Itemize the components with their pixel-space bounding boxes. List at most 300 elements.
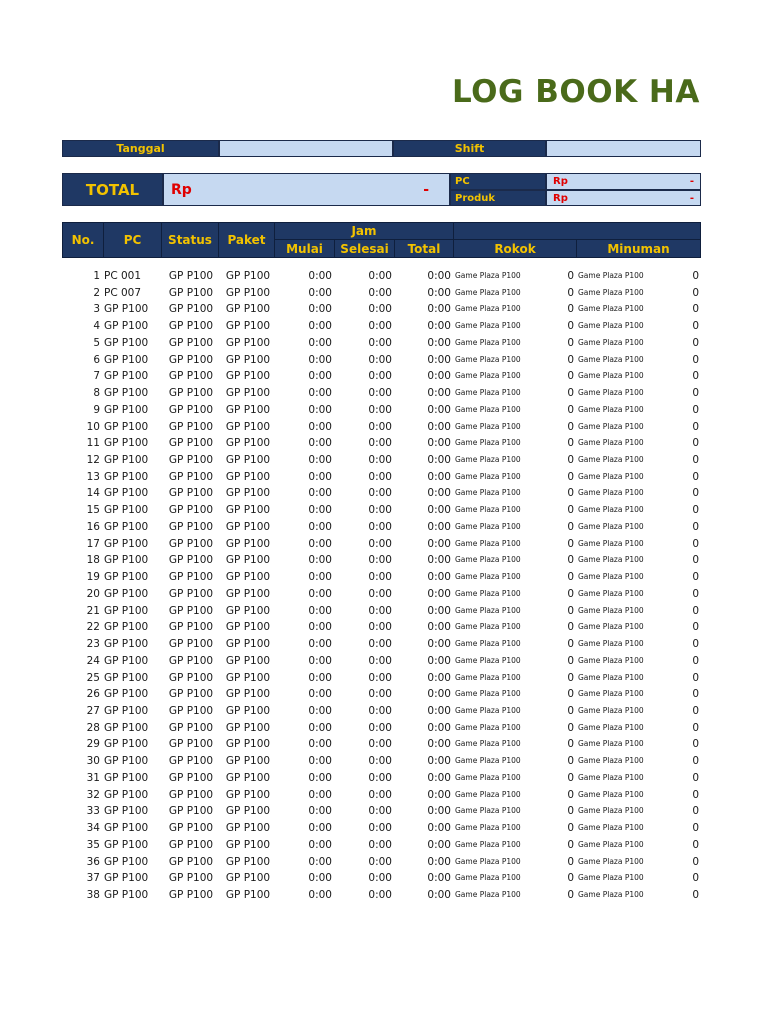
row-rokok: Game Plaza P100 <box>455 371 521 381</box>
row-paket: GP P100 <box>225 587 271 600</box>
row-rokok: Game Plaza P100 <box>455 639 521 649</box>
row-pc: GP P100 <box>104 420 149 433</box>
row-selesai: 0:00 <box>368 403 392 416</box>
row-status: GP P100 <box>168 270 214 282</box>
row-mulai: 0:00 <box>308 353 332 366</box>
row-minuman: Game Plaza P100 <box>578 404 644 414</box>
row-mulai: 0:00 <box>308 755 332 768</box>
page-title: LOG BOOK HA <box>452 74 700 110</box>
row-minuman: Game Plaza P100 <box>578 823 644 833</box>
row-rokok-qty: 0 <box>567 855 574 868</box>
shift-field[interactable] <box>546 140 701 157</box>
row-total: 0:00 <box>427 487 451 500</box>
table-row <box>62 285 702 301</box>
row-paket: GP P100 <box>225 771 271 784</box>
row-minuman-qty: 0 <box>692 788 699 801</box>
row-status: GP P100 <box>168 487 214 500</box>
row-no: 31 <box>86 771 100 784</box>
row-no: 8 <box>93 387 100 400</box>
table-row <box>62 485 702 501</box>
row-mulai: 0:00 <box>308 721 332 734</box>
row-pc: GP P100 <box>104 671 149 684</box>
table-row <box>62 854 702 870</box>
table-row <box>62 402 702 418</box>
row-mulai: 0:00 <box>308 554 332 567</box>
row-mulai: 0:00 <box>308 872 332 885</box>
table-row <box>62 820 702 836</box>
row-rokok: Game Plaza P100 <box>455 789 521 799</box>
row-pc: GP P100 <box>104 872 149 885</box>
produk-rp: Rp <box>553 192 568 204</box>
row-rokok: Game Plaza P100 <box>455 605 521 615</box>
total-label: TOTAL <box>62 173 163 206</box>
row-status: GP P100 <box>168 303 214 316</box>
row-total: 0:00 <box>427 520 451 533</box>
row-total: 0:00 <box>427 286 451 299</box>
row-minuman: Game Plaza P100 <box>578 890 644 899</box>
row-total: 0:00 <box>427 855 451 868</box>
row-rokok-qty: 0 <box>567 721 574 734</box>
row-paket: GP P100 <box>225 838 271 851</box>
row-status: GP P100 <box>168 771 214 784</box>
row-minuman-qty: 0 <box>692 721 699 734</box>
row-total: 0:00 <box>427 504 451 517</box>
row-paket: GP P100 <box>225 437 271 450</box>
table-row <box>62 636 702 652</box>
row-minuman-qty: 0 <box>692 738 699 751</box>
row-minuman-qty: 0 <box>692 370 699 383</box>
row-no: 20 <box>86 587 100 600</box>
row-mulai: 0:00 <box>308 336 332 349</box>
row-no: 35 <box>86 838 100 851</box>
row-rokok-qty: 0 <box>567 320 574 333</box>
row-rokok: Game Plaza P100 <box>455 823 521 833</box>
row-mulai: 0:00 <box>308 537 332 550</box>
row-minuman-qty: 0 <box>692 638 699 651</box>
row-minuman-qty: 0 <box>692 403 699 416</box>
row-no: 22 <box>86 621 100 634</box>
row-pc: GP P100 <box>104 621 149 634</box>
row-paket: GP P100 <box>225 654 271 667</box>
row-paket: GP P100 <box>225 638 271 651</box>
row-paket: GP P100 <box>225 537 271 550</box>
row-total: 0:00 <box>427 571 451 584</box>
row-pc: GP P100 <box>104 520 149 533</box>
row-rokok: Game Plaza P100 <box>455 655 521 665</box>
table-header <box>62 222 701 258</box>
row-minuman: Game Plaza P100 <box>578 505 644 515</box>
row-total: 0:00 <box>427 654 451 667</box>
row-status: GP P100 <box>168 638 214 651</box>
row-paket: GP P100 <box>225 336 271 349</box>
row-minuman: Game Plaza P100 <box>578 622 644 632</box>
row-pc: GP P100 <box>104 487 149 500</box>
row-pc: GP P100 <box>104 771 149 784</box>
row-total: 0:00 <box>427 771 451 784</box>
row-minuman: Game Plaza P100 <box>578 438 644 448</box>
row-minuman-qty: 0 <box>692 420 699 433</box>
row-status: GP P100 <box>168 504 214 517</box>
row-minuman: Game Plaza P100 <box>578 806 644 816</box>
row-rokok: Game Plaza P100 <box>455 388 521 398</box>
row-mulai: 0:00 <box>308 889 332 901</box>
row-selesai: 0:00 <box>368 353 392 366</box>
row-status: GP P100 <box>168 654 214 667</box>
row-status: GP P100 <box>168 571 214 584</box>
row-selesai: 0:00 <box>368 889 392 901</box>
row-minuman-qty: 0 <box>692 504 699 517</box>
row-minuman-qty: 0 <box>692 336 699 349</box>
pc-rp: Rp <box>553 176 568 187</box>
row-minuman: Game Plaza P100 <box>578 521 644 531</box>
row-total: 0:00 <box>427 387 451 400</box>
row-rokok-qty: 0 <box>567 454 574 467</box>
row-paket: GP P100 <box>225 403 271 416</box>
row-mulai: 0:00 <box>308 838 332 851</box>
row-selesai: 0:00 <box>368 303 392 316</box>
table-row <box>62 736 702 752</box>
row-mulai: 0:00 <box>308 671 332 684</box>
row-total: 0:00 <box>427 587 451 600</box>
row-pc: GP P100 <box>104 855 149 868</box>
total-value-cell <box>163 173 450 206</box>
row-minuman-qty: 0 <box>692 537 699 550</box>
row-total: 0:00 <box>427 738 451 751</box>
pc-label: PC <box>450 173 546 190</box>
row-rokok: Game Plaza P100 <box>455 806 521 816</box>
row-rokok-qty: 0 <box>567 520 574 533</box>
row-minuman: Game Plaza P100 <box>578 455 644 465</box>
row-rokok-qty: 0 <box>567 654 574 667</box>
row-no: 14 <box>86 487 100 500</box>
row-status: GP P100 <box>168 889 214 901</box>
row-rokok: Game Plaza P100 <box>455 572 521 582</box>
row-pc: GP P100 <box>104 654 149 667</box>
pc-value-cell <box>546 173 701 190</box>
table-row <box>62 435 702 451</box>
row-mulai: 0:00 <box>308 504 332 517</box>
table-row <box>62 803 702 819</box>
row-total: 0:00 <box>427 320 451 333</box>
row-mulai: 0:00 <box>308 688 332 701</box>
row-status: GP P100 <box>168 470 214 483</box>
row-total: 0:00 <box>427 454 451 467</box>
table-row <box>62 837 702 853</box>
row-minuman: Game Plaza P100 <box>578 689 644 699</box>
row-rokok: Game Plaza P100 <box>455 856 521 866</box>
row-no: 7 <box>93 370 100 383</box>
row-selesai: 0:00 <box>368 604 392 617</box>
row-mulai: 0:00 <box>308 771 332 784</box>
row-rokok: Game Plaza P100 <box>455 672 521 682</box>
row-paket: GP P100 <box>225 721 271 734</box>
row-paket: GP P100 <box>225 286 271 299</box>
row-status: GP P100 <box>168 420 214 433</box>
row-minuman-qty: 0 <box>692 654 699 667</box>
row-no: 2 <box>93 286 100 299</box>
table-row <box>62 268 702 284</box>
row-rokok: Game Plaza P100 <box>455 421 521 431</box>
row-selesai: 0:00 <box>368 470 392 483</box>
header-jam: Jam <box>275 223 454 240</box>
row-selesai: 0:00 <box>368 738 392 751</box>
table-row <box>62 519 702 535</box>
row-minuman-qty: 0 <box>692 320 699 333</box>
row-minuman-qty: 0 <box>692 872 699 885</box>
row-rokok-qty: 0 <box>567 336 574 349</box>
row-pc: GP P100 <box>104 638 149 651</box>
row-rokok: Game Plaza P100 <box>455 588 521 598</box>
row-minuman-qty: 0 <box>692 571 699 584</box>
row-no: 11 <box>86 437 100 450</box>
row-status: GP P100 <box>168 671 214 684</box>
row-total: 0:00 <box>427 470 451 483</box>
row-rokok: Game Plaza P100 <box>455 404 521 414</box>
row-minuman-qty: 0 <box>692 621 699 634</box>
row-pc: GP P100 <box>104 755 149 768</box>
row-mulai: 0:00 <box>308 370 332 383</box>
row-status: GP P100 <box>168 788 214 801</box>
row-minuman: Game Plaza P100 <box>578 655 644 665</box>
row-paket: GP P100 <box>225 604 271 617</box>
row-rokok: Game Plaza P100 <box>455 705 521 715</box>
row-paket: GP P100 <box>225 788 271 801</box>
table-row <box>62 686 702 702</box>
shift-label: Shift <box>393 140 546 157</box>
row-paket: GP P100 <box>225 889 271 901</box>
row-rokok-qty: 0 <box>567 403 574 416</box>
row-mulai: 0:00 <box>308 822 332 835</box>
row-rokok-qty: 0 <box>567 604 574 617</box>
row-status: GP P100 <box>168 721 214 734</box>
row-status: GP P100 <box>168 437 214 450</box>
row-minuman: Game Plaza P100 <box>578 271 644 280</box>
row-pc: GP P100 <box>104 387 149 400</box>
row-minuman-qty: 0 <box>692 771 699 784</box>
row-rokok: Game Plaza P100 <box>455 890 521 899</box>
row-pc: GP P100 <box>104 838 149 851</box>
row-status: GP P100 <box>168 872 214 885</box>
row-paket: GP P100 <box>225 688 271 701</box>
row-mulai: 0:00 <box>308 286 332 299</box>
table-row <box>62 586 702 602</box>
row-minuman: Game Plaza P100 <box>578 739 644 749</box>
row-no: 19 <box>86 571 100 584</box>
row-pc: GP P100 <box>104 571 149 584</box>
table-row <box>62 770 702 786</box>
row-paket: GP P100 <box>225 353 271 366</box>
row-pc: GP P100 <box>104 788 149 801</box>
tanggal-field[interactable] <box>219 140 393 157</box>
row-status: GP P100 <box>168 336 214 349</box>
row-mulai: 0:00 <box>308 403 332 416</box>
table-row <box>62 318 702 334</box>
header-selesai: Selesai <box>335 240 395 257</box>
row-rokok-qty: 0 <box>567 738 574 751</box>
row-status: GP P100 <box>168 554 214 567</box>
row-pc: PC 001 <box>104 270 142 282</box>
row-selesai: 0:00 <box>368 671 392 684</box>
row-total: 0:00 <box>427 270 451 282</box>
row-minuman: Game Plaza P100 <box>578 856 644 866</box>
row-selesai: 0:00 <box>368 387 392 400</box>
row-rokok-qty: 0 <box>567 353 574 366</box>
row-no: 23 <box>86 638 100 651</box>
row-minuman: Game Plaza P100 <box>578 421 644 431</box>
header-produk-spacer <box>454 223 700 240</box>
row-status: GP P100 <box>168 454 214 467</box>
row-rokok-qty: 0 <box>567 270 574 282</box>
row-selesai: 0:00 <box>368 638 392 651</box>
row-no: 3 <box>93 303 100 316</box>
row-rokok: Game Plaza P100 <box>455 271 521 280</box>
row-paket: GP P100 <box>225 454 271 467</box>
row-pc: GP P100 <box>104 454 149 467</box>
row-pc: GP P100 <box>104 470 149 483</box>
row-selesai: 0:00 <box>368 855 392 868</box>
table-row <box>62 469 702 485</box>
row-no: 10 <box>86 420 100 433</box>
row-no: 32 <box>86 788 100 801</box>
row-pc: GP P100 <box>104 738 149 751</box>
row-pc: PC 007 <box>104 286 142 299</box>
row-no: 37 <box>86 872 100 885</box>
row-paket: GP P100 <box>225 320 271 333</box>
table-row <box>62 619 702 635</box>
row-minuman-qty: 0 <box>692 889 699 901</box>
row-mulai: 0:00 <box>308 604 332 617</box>
row-no: 21 <box>86 604 100 617</box>
row-minuman-qty: 0 <box>692 805 699 818</box>
row-pc: GP P100 <box>104 370 149 383</box>
table-row <box>62 569 702 585</box>
row-minuman: Game Plaza P100 <box>578 789 644 799</box>
row-mulai: 0:00 <box>308 487 332 500</box>
row-minuman: Game Plaza P100 <box>578 287 644 297</box>
row-paket: GP P100 <box>225 554 271 567</box>
row-pc: GP P100 <box>104 437 149 450</box>
row-paket: GP P100 <box>225 704 271 717</box>
row-no: 1 <box>93 270 100 282</box>
row-minuman-qty: 0 <box>692 822 699 835</box>
row-rokok-qty: 0 <box>567 805 574 818</box>
row-rokok-qty: 0 <box>567 370 574 383</box>
row-rokok: Game Plaza P100 <box>455 287 521 297</box>
row-minuman-qty: 0 <box>692 387 699 400</box>
row-mulai: 0:00 <box>308 420 332 433</box>
row-no: 27 <box>86 704 100 717</box>
row-minuman: Game Plaza P100 <box>578 873 644 883</box>
row-rokok-qty: 0 <box>567 788 574 801</box>
row-rokok-qty: 0 <box>567 437 574 450</box>
row-rokok: Game Plaza P100 <box>455 438 521 448</box>
row-minuman: Game Plaza P100 <box>578 304 644 314</box>
row-rokok: Game Plaza P100 <box>455 337 521 347</box>
row-selesai: 0:00 <box>368 270 392 282</box>
row-no: 28 <box>86 721 100 734</box>
row-minuman: Game Plaza P100 <box>578 572 644 582</box>
row-rokok-qty: 0 <box>567 470 574 483</box>
row-minuman-qty: 0 <box>692 470 699 483</box>
table-row <box>62 603 702 619</box>
row-no: 26 <box>86 688 100 701</box>
row-minuman-qty: 0 <box>692 520 699 533</box>
table-row <box>62 670 702 686</box>
row-rokok-qty: 0 <box>567 571 574 584</box>
row-rokok-qty: 0 <box>567 638 574 651</box>
row-minuman: Game Plaza P100 <box>578 639 644 649</box>
table-row <box>62 720 702 736</box>
row-rokok: Game Plaza P100 <box>455 689 521 699</box>
pc-value: - <box>689 176 694 187</box>
row-no: 9 <box>93 403 100 416</box>
table-row <box>62 419 702 435</box>
row-mulai: 0:00 <box>308 387 332 400</box>
row-selesai: 0:00 <box>368 755 392 768</box>
row-paket: GP P100 <box>225 571 271 584</box>
row-paket: GP P100 <box>225 872 271 885</box>
row-status: GP P100 <box>168 755 214 768</box>
row-rokok: Game Plaza P100 <box>455 739 521 749</box>
row-no: 17 <box>86 537 100 550</box>
row-pc: GP P100 <box>104 320 149 333</box>
row-minuman-qty: 0 <box>692 838 699 851</box>
row-paket: GP P100 <box>225 822 271 835</box>
row-no: 18 <box>86 554 100 567</box>
table-row <box>62 653 702 669</box>
produk-value: - <box>689 192 694 204</box>
row-minuman-qty: 0 <box>692 688 699 701</box>
row-minuman: Game Plaza P100 <box>578 337 644 347</box>
row-rokok-qty: 0 <box>567 704 574 717</box>
row-minuman-qty: 0 <box>692 587 699 600</box>
row-mulai: 0:00 <box>308 855 332 868</box>
table-row <box>62 887 702 903</box>
table-row <box>62 536 702 552</box>
row-mulai: 0:00 <box>308 788 332 801</box>
row-total: 0:00 <box>427 755 451 768</box>
row-rokok-qty: 0 <box>567 621 574 634</box>
row-pc: GP P100 <box>104 721 149 734</box>
row-paket: GP P100 <box>225 270 271 282</box>
row-paket: GP P100 <box>225 303 271 316</box>
row-rokok: Game Plaza P100 <box>455 321 521 331</box>
row-mulai: 0:00 <box>308 654 332 667</box>
row-mulai: 0:00 <box>308 320 332 333</box>
row-minuman: Game Plaza P100 <box>578 471 644 481</box>
row-rokok: Game Plaza P100 <box>455 488 521 498</box>
row-minuman-qty: 0 <box>692 704 699 717</box>
row-no: 36 <box>86 855 100 868</box>
row-selesai: 0:00 <box>368 872 392 885</box>
row-selesai: 0:00 <box>368 771 392 784</box>
row-status: GP P100 <box>168 286 214 299</box>
row-total: 0:00 <box>427 838 451 851</box>
row-paket: GP P100 <box>225 487 271 500</box>
row-no: 38 <box>86 889 100 901</box>
row-selesai: 0:00 <box>368 320 392 333</box>
row-minuman: Game Plaza P100 <box>578 354 644 364</box>
table-row <box>62 787 702 803</box>
row-rokok-qty: 0 <box>567 537 574 550</box>
row-no: 33 <box>86 805 100 818</box>
row-mulai: 0:00 <box>308 738 332 751</box>
row-paket: GP P100 <box>225 470 271 483</box>
row-mulai: 0:00 <box>308 571 332 584</box>
row-status: GP P100 <box>168 738 214 751</box>
row-minuman: Game Plaza P100 <box>578 555 644 565</box>
row-rokok-qty: 0 <box>567 387 574 400</box>
